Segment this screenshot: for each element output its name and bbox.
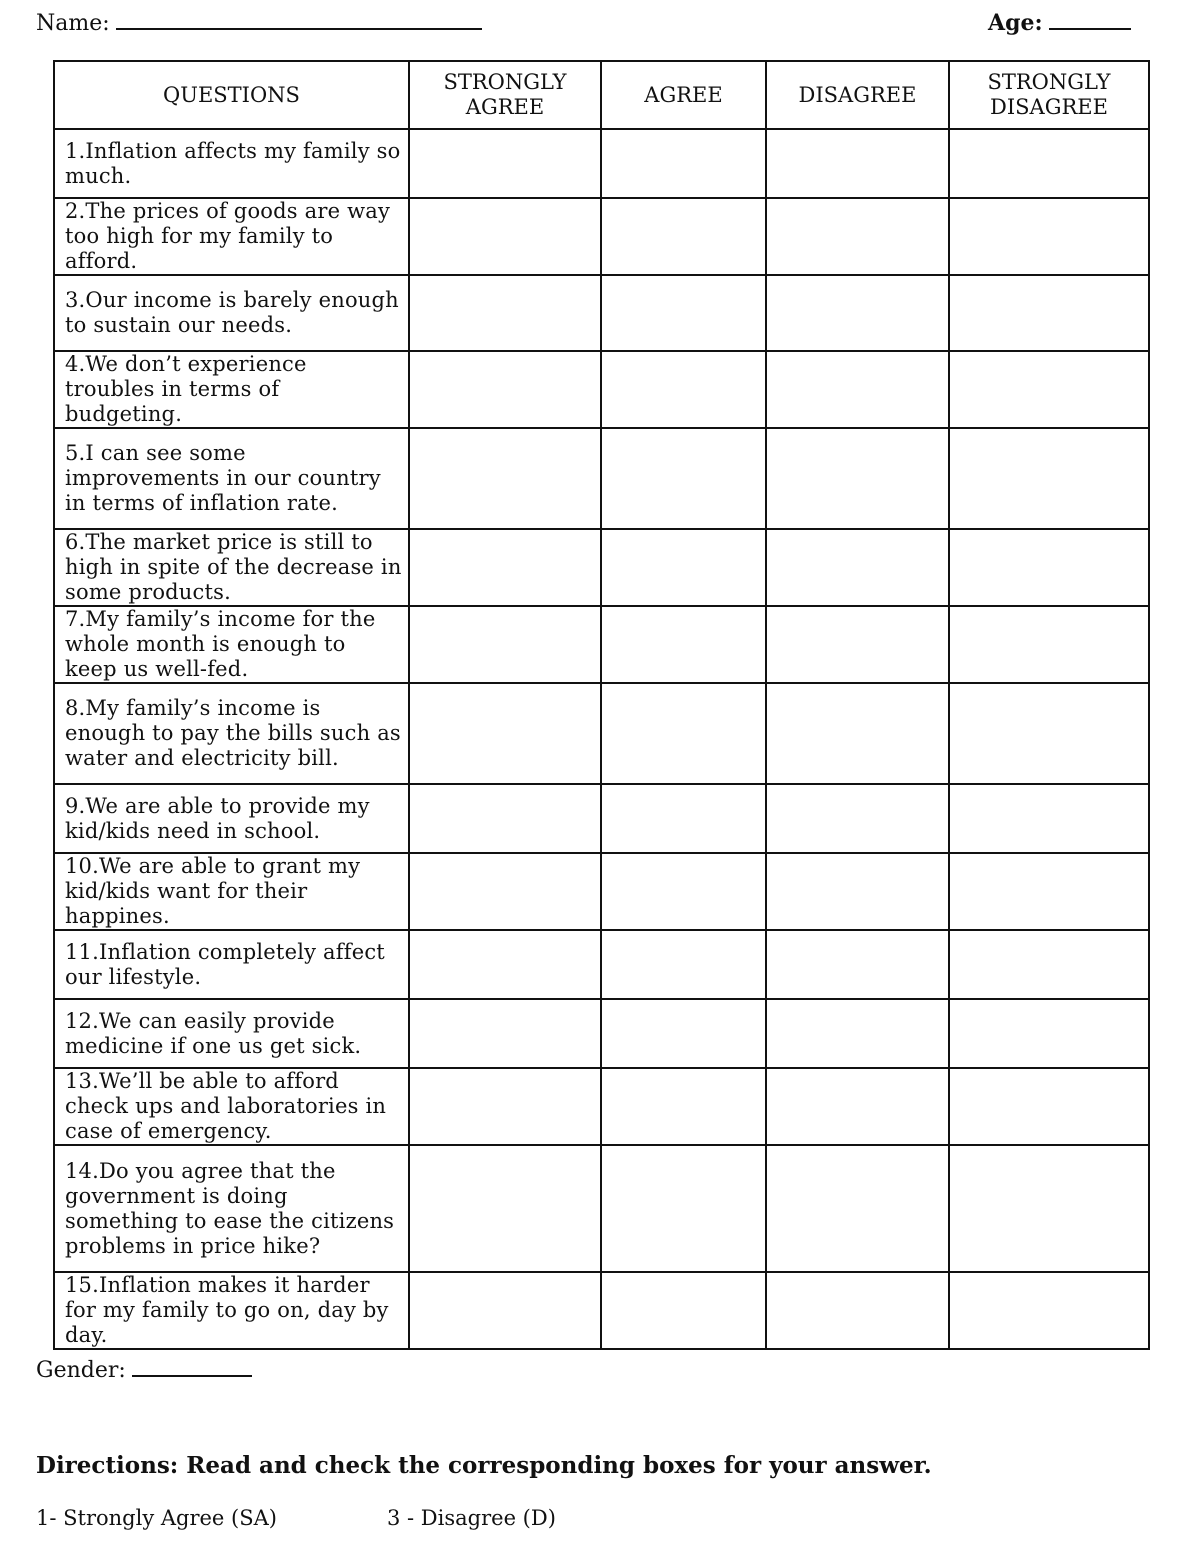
answer-box-disagree[interactable] [766,428,949,529]
answer-box-disagree[interactable] [766,129,949,198]
table-row [54,853,1149,930]
answer-box-agree[interactable] [601,129,766,198]
table-header-row [54,61,1149,129]
answer-box-agree[interactable] [601,529,766,606]
name-blank-line[interactable] [116,8,482,30]
question-text: 2.The prices of goods are way too high for my family to afford. [54,198,409,275]
answer-box-strongly-agree[interactable] [409,606,601,683]
answer-box-agree[interactable] [601,275,766,351]
question-text: 7.My family’s income for the whole month is enough to keep us well-fed. [54,606,409,683]
legend-item: 1- Strongly Agree (SA) [36,1506,277,1530]
age-field [988,8,1131,36]
answer-box-agree[interactable] [601,1068,766,1145]
answer-box-strongly-disagree[interactable] [949,1272,1149,1349]
answer-box-agree[interactable] [601,1145,766,1272]
gender-field [36,1355,252,1383]
answer-box-disagree[interactable] [766,275,949,351]
answer-box-disagree[interactable] [766,999,949,1068]
answer-box-agree[interactable] [601,198,766,275]
answer-box-agree[interactable] [601,1272,766,1349]
answer-box-agree[interactable] [601,930,766,999]
answer-box-disagree[interactable] [766,351,949,428]
answer-box-strongly-disagree[interactable] [949,351,1149,428]
table-row [54,606,1149,683]
answer-box-disagree[interactable] [766,1145,949,1272]
name-label: Name: [36,11,110,36]
column-header-strongly-disagree: STRONGLY DISAGREE [949,61,1149,129]
question-text: 10.We are able to grant my kid/kids want for their happines. [54,853,409,930]
column-header-strongly-agree: STRONGLY AGREE [409,61,601,129]
gender-label: Gender: [36,1358,126,1383]
answer-box-agree[interactable] [601,351,766,428]
answer-box-strongly-agree[interactable] [409,529,601,606]
table-row [54,351,1149,428]
column-header-disagree: DISAGREE [766,61,949,129]
answer-box-agree[interactable] [601,428,766,529]
table-row [54,529,1149,606]
answer-box-agree[interactable] [601,999,766,1068]
answer-box-strongly-disagree[interactable] [949,930,1149,999]
answer-box-agree[interactable] [601,784,766,853]
answer-box-strongly-agree[interactable] [409,129,601,198]
answer-box-strongly-agree[interactable] [409,1068,601,1145]
gender-blank-line[interactable] [132,1355,252,1377]
answer-box-strongly-agree[interactable] [409,683,601,784]
table-row [54,275,1149,351]
answer-box-disagree[interactable] [766,1272,949,1349]
table-row [54,1068,1149,1145]
table-row [54,683,1149,784]
question-text: 9.We are able to provide my kid/kids need in school. [54,784,409,853]
answer-box-disagree[interactable] [766,683,949,784]
answer-box-agree[interactable] [601,683,766,784]
age-blank-line[interactable] [1049,8,1131,30]
answer-box-strongly-disagree[interactable] [949,784,1149,853]
answer-box-strongly-agree[interactable] [409,275,601,351]
answer-box-strongly-agree[interactable] [409,428,601,529]
question-text: 14.Do you agree that the government is doing something to ease the citizens problems in price hike? [54,1145,409,1272]
directions-text: Directions: Read and check the corresponding boxes for your answer. [36,1452,932,1479]
answer-box-disagree[interactable] [766,930,949,999]
answer-box-strongly-agree[interactable] [409,198,601,275]
answer-box-strongly-disagree[interactable] [949,683,1149,784]
table-row [54,198,1149,275]
answer-box-strongly-disagree[interactable] [949,999,1149,1068]
table-row [54,1145,1149,1272]
answer-box-disagree[interactable] [766,784,949,853]
survey-table [53,60,1150,1350]
table-row [54,784,1149,853]
answer-box-strongly-agree[interactable] [409,351,601,428]
table-row [54,129,1149,198]
table-row [54,428,1149,529]
answer-box-strongly-agree[interactable] [409,853,601,930]
question-text: 4.We don’t experience troubles in terms of budgeting. [54,351,409,428]
answer-box-strongly-agree[interactable] [409,784,601,853]
answer-box-disagree[interactable] [766,606,949,683]
column-header-questions: QUESTIONS [54,61,409,129]
question-text: 3.Our income is barely enough to sustain our needs. [54,275,409,351]
answer-box-strongly-disagree[interactable] [949,1068,1149,1145]
table-row [54,1272,1149,1349]
legend-item: 3 - Disagree (D) [387,1506,556,1530]
answer-box-agree[interactable] [601,606,766,683]
answer-box-strongly-disagree[interactable] [949,853,1149,930]
answer-box-disagree[interactable] [766,198,949,275]
column-header-agree: AGREE [601,61,766,129]
answer-box-strongly-agree[interactable] [409,999,601,1068]
answer-box-strongly-disagree[interactable] [949,275,1149,351]
answer-box-disagree[interactable] [766,529,949,606]
answer-box-strongly-disagree[interactable] [949,198,1149,275]
age-label: Age: [988,10,1043,36]
question-text: 5.I can see some improvements in our country in terms of inflation rate. [54,428,409,529]
table-row [54,999,1149,1068]
question-text: 11.Inflation completely affect our lifestyle. [54,930,409,999]
answer-box-strongly-disagree[interactable] [949,1145,1149,1272]
answer-box-disagree[interactable] [766,1068,949,1145]
question-text: 8.My family’s income is enough to pay the bills such as water and electricity bill. [54,683,409,784]
question-text: 15.Inflation makes it harder for my family to go on, day by day. [54,1272,409,1349]
name-field [36,8,482,36]
answer-box-strongly-disagree[interactable] [949,606,1149,683]
answer-box-strongly-disagree[interactable] [949,529,1149,606]
question-text: 12.We can easily provide medicine if one us get sick. [54,999,409,1068]
question-text: 1.Inflation affects my family so much. [54,129,409,198]
answer-box-strongly-agree[interactable] [409,930,601,999]
answer-box-agree[interactable] [601,853,766,930]
answer-box-disagree[interactable] [766,853,949,930]
question-text: 13.We’ll be able to afford check ups and laboratories in case of emergency. [54,1068,409,1145]
answer-box-strongly-agree[interactable] [409,1272,601,1349]
question-text: 6.The market price is still to high in spite of the decrease in some products. [54,529,409,606]
answer-box-strongly-disagree[interactable] [949,129,1149,198]
answer-box-strongly-agree[interactable] [409,1145,601,1272]
answer-box-strongly-disagree[interactable] [949,428,1149,529]
table-row [54,930,1149,999]
